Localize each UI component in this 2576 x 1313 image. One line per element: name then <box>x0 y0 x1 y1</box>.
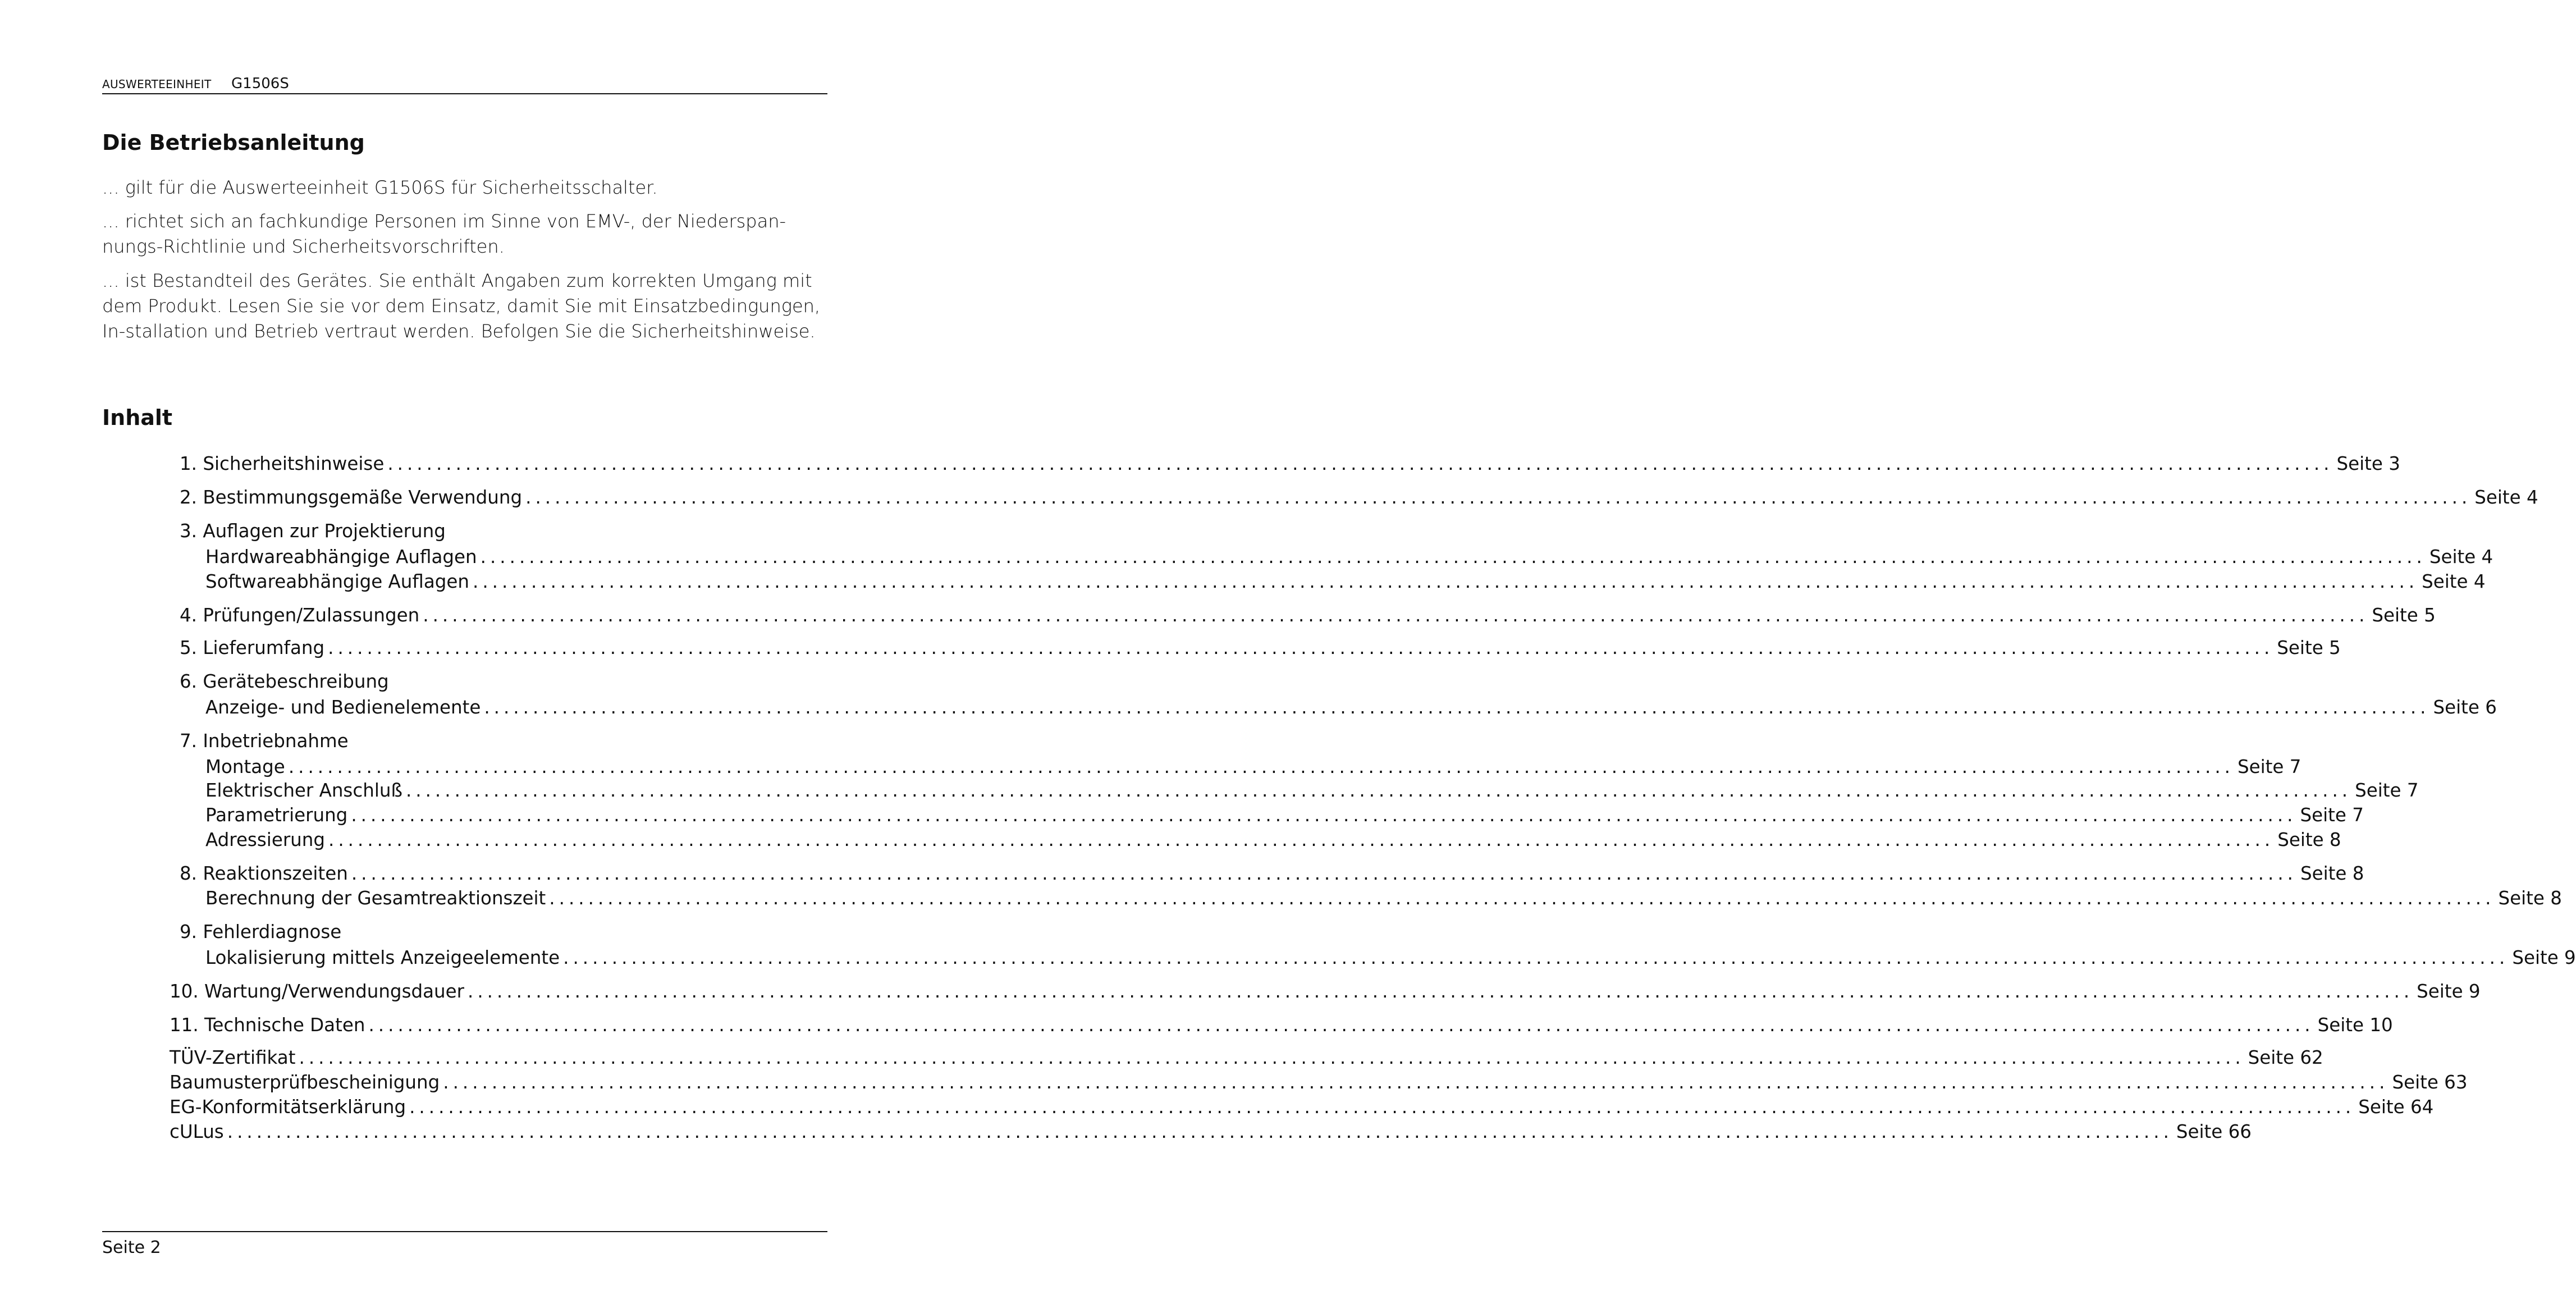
toc-entry-page: Seite 4 <box>2429 546 2493 568</box>
intro-paragraph-2: ... richtet sich an fachkundige Personen im Sinne von EMV-, der Niederspan-nungs-Richtlinie und Sicherheitsvorschriften. <box>102 211 786 257</box>
toc-entry <box>205 829 2341 851</box>
toc-leader-dots: ........................................................................................................................................................................................................ <box>525 487 2472 508</box>
toc-entry-label: 2. Bestimmungsgemäße Verwendung <box>180 487 523 508</box>
toc-entry <box>205 804 2364 826</box>
toc-leader-dots: ........................................................................................................................................................................................................ <box>227 1121 2173 1142</box>
toc-entry-label: Softwareabhängige Auflagen <box>205 571 469 592</box>
toc-leader-dots: ........................................................................................................................................................................................................ <box>288 756 2234 777</box>
toc-entry <box>180 637 2341 659</box>
toc-entry-page: Seite 5 <box>2372 605 2436 626</box>
toc-entry-label: Baumusterprüfbescheinigung <box>170 1072 440 1093</box>
toc-entry <box>205 779 2419 802</box>
toc-entry-label: 8. Reaktionszeiten <box>180 863 348 884</box>
toc-entry-label: Elektrischer Anschluß <box>205 780 402 801</box>
toc-entry-page: Seite 66 <box>2176 1121 2252 1142</box>
toc-entry <box>180 921 804 943</box>
toc-entry-label: 1. Sicherheitshinweise <box>180 453 385 474</box>
toc-entry-page: Seite 64 <box>2358 1096 2434 1118</box>
intro-paragraph-1: ... gilt für die Auswerteeinheit G1506S für Sicherheitsschalter. <box>102 177 658 198</box>
header-model: G1506S <box>231 75 289 92</box>
toc-leader-dots: ........................................................................................................................................................................................................ <box>328 637 2274 658</box>
toc-entry-page: Seite 8 <box>2277 829 2341 850</box>
toc-entry-label: Lokalisierung mittels Anzeigeelemente <box>205 947 560 968</box>
toc-entry-page: Seite 10 <box>2317 1014 2393 1036</box>
toc-entry-label: Adressierung <box>205 829 326 850</box>
section-title-betriebsanleitung: Die Betriebsanleitung <box>102 130 365 155</box>
toc-leader-dots: ........................................................................................................................................................................................................ <box>409 1096 2355 1118</box>
toc-leader-dots: ........................................................................................................................................................................................................ <box>328 829 2275 850</box>
toc-entry-page: Seite 7 <box>2237 756 2302 777</box>
toc-entry <box>170 1014 2393 1036</box>
toc-leader-dots: ........................................................................................................................................................................................................ <box>549 887 2495 909</box>
toc-entry <box>170 1046 2323 1069</box>
toc-entry-label: 5. Lieferumfang <box>180 637 325 658</box>
toc-entry <box>180 604 2436 626</box>
intro-paragraph-3: ... ist Bestandteil des Gerätes. Sie enthält Angaben zum korrekten Umgang mit dem Produkt. Lesen Sie sie vor dem Einsatz, damit Sie mit Einsatzbedingungen, In-stallation und Betrieb vertraut werden. Befolgen Sie die Sicherheitshinweise. <box>102 270 821 342</box>
toc-entry-page: Seite 8 <box>2300 863 2364 884</box>
toc-entry-label: Montage <box>205 756 285 777</box>
toc-entry <box>170 1096 2434 1118</box>
toc-entry <box>180 520 804 542</box>
toc-entry-label: EG-Konformitätserklärung <box>170 1096 406 1118</box>
toc-entry <box>205 696 2497 719</box>
toc-leader-dots: ........................................................................................................................................................................................................ <box>480 546 2426 568</box>
toc-leader-dots: ........................................................................................................................................................................................................ <box>484 697 2430 718</box>
toc-entry-page: Seite 4 <box>2422 571 2486 592</box>
toc-entry-page: Seite 5 <box>2277 637 2341 658</box>
toc-entry <box>205 887 2562 909</box>
toc-title: Inhalt <box>102 405 173 430</box>
toc-entry-label: Anzeige- und Bedienelemente <box>205 697 481 718</box>
toc-entry-label: 7. Inbetriebnahme <box>180 730 349 752</box>
toc-entry-label: Parametrierung <box>205 804 348 826</box>
running-header <box>102 77 827 94</box>
toc-entry <box>205 546 2493 568</box>
toc-entry-page: Seite 7 <box>2355 780 2419 801</box>
toc-entry-label: 11. Technische Daten <box>170 1014 365 1036</box>
toc-entry <box>180 486 2538 509</box>
header-title: AUSWERTEEINHEIT <box>102 77 212 91</box>
toc-entry-page: Seite 9 <box>2417 981 2481 1002</box>
toc-entry-page: Seite 3 <box>2336 453 2400 474</box>
toc-entry-label: 6. Gerätebeschreibung <box>180 671 389 692</box>
toc-leader-dots: ........................................................................................................................................................................................................ <box>368 1014 2314 1036</box>
toc-entry-page: Seite 4 <box>2474 487 2538 508</box>
toc-leader-dots: ........................................................................................................................................................................................................ <box>423 605 2369 626</box>
toc-entry-page: Seite 9 <box>2512 947 2576 968</box>
page-number: Seite 2 <box>102 1238 161 1257</box>
toc-entry-label: Berechnung der Gesamtreaktionszeit <box>205 887 546 909</box>
toc-entry <box>180 730 804 752</box>
toc-entry <box>205 570 2486 593</box>
toc-entry-page: Seite 63 <box>2392 1072 2468 1093</box>
toc-entry-label: Hardwareabhängige Auflagen <box>205 546 477 568</box>
toc-leader-dots: ........................................................................................................................................................................................................ <box>472 571 2419 592</box>
toc-entry <box>170 980 2481 1003</box>
toc-leader-dots: ........................................................................................................................................................................................................ <box>351 804 2297 826</box>
toc-entry <box>180 452 2400 475</box>
toc-entry-label: 4. Prüfungen/Zulassungen <box>180 605 420 626</box>
footer-rule <box>102 1231 827 1232</box>
toc-entry-page: Seite 8 <box>2498 887 2562 909</box>
toc-leader-dots: ........................................................................................................................................................................................................ <box>387 453 2334 474</box>
toc-entry <box>205 946 2576 969</box>
toc-entry <box>205 756 2302 778</box>
toc-entry-label: 9. Fehlerdiagnose <box>180 921 342 943</box>
toc-entry-label: cULus <box>170 1121 224 1142</box>
toc-entry <box>180 862 2364 885</box>
toc-entry-page: Seite 7 <box>2300 804 2364 826</box>
toc-leader-dots: ........................................................................................................................................................................................................ <box>563 947 2509 968</box>
toc-entry-label: 3. Auflagen zur Projektierung <box>180 520 446 542</box>
toc-entry-label: TÜV-Zertifikat <box>170 1047 296 1068</box>
toc-leader-dots: ........................................................................................................................................................................................................ <box>443 1072 2389 1093</box>
toc-entry-page: Seite 62 <box>2248 1047 2323 1068</box>
toc-leader-dots: ........................................................................................................................................................................................................ <box>299 1047 2245 1068</box>
toc-entry <box>170 1120 2252 1143</box>
toc-entry-page: Seite 6 <box>2433 697 2497 718</box>
toc-entry <box>180 670 804 693</box>
toc-entry <box>170 1071 2468 1094</box>
toc-entry-label: 10. Wartung/Verwendungsdauer <box>170 981 464 1002</box>
toc-leader-dots: ........................................................................................................................................................................................................ <box>405 780 2352 801</box>
toc-leader-dots: ........................................................................................................................................................................................................ <box>351 863 2297 884</box>
toc-leader-dots: ........................................................................................................................................................................................................ <box>468 981 2414 1002</box>
